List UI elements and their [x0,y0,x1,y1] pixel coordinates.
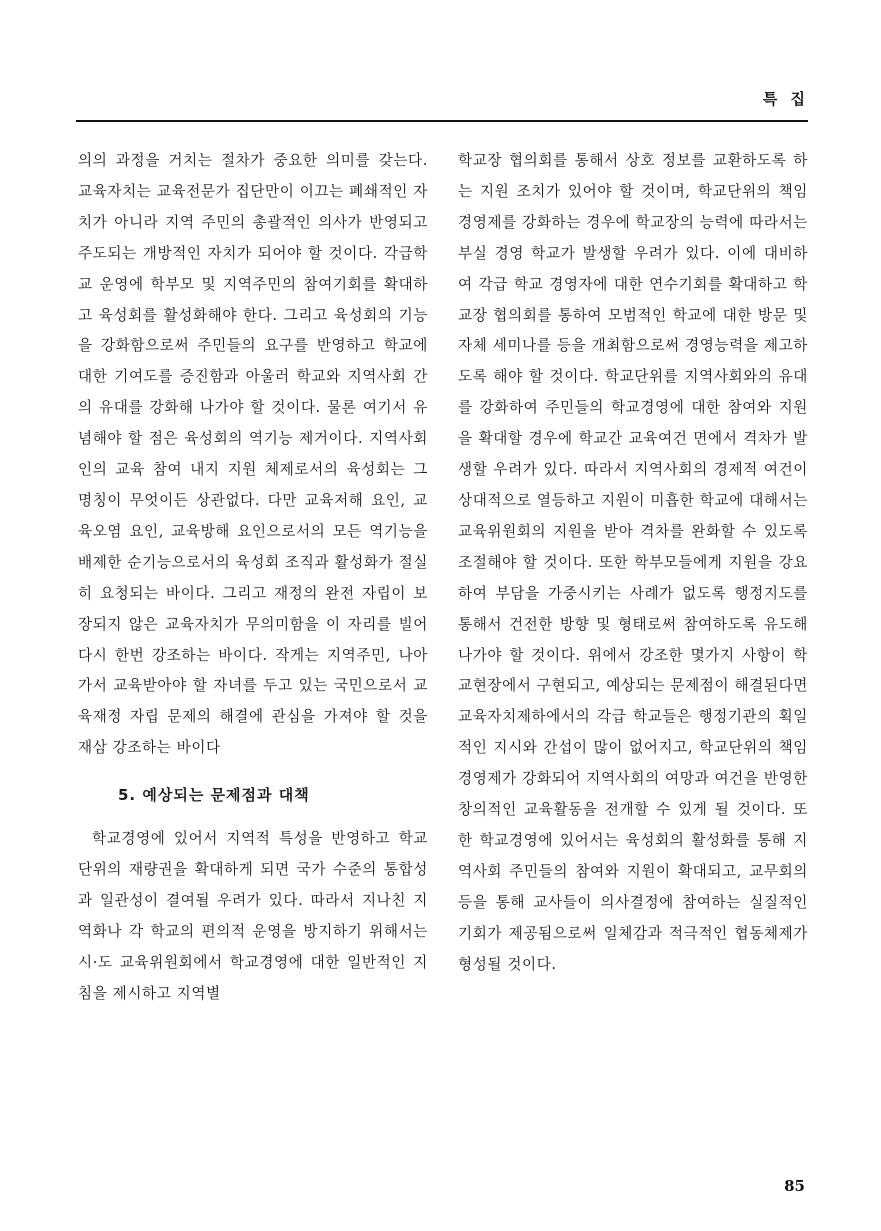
left-paragraph-1: 의의 과정을 거치는 절차가 중요한 의미를 갖는다. 교육자치는 교육전문가 집단만이 이끄는 폐쇄적인 자치가 아니라 지역 주민의 총괄적인 의사가 반영되고 주도되는 개방적인 자치가 되어야 할 것이다. 각급학교 운영에 학부모 및 지역주민의 참여기회를 확대하고 육성회를 활성화해야 한다. 그리고 육성회의 기능을 강화함으로써 주민들의 요구를 반영하고 학교에 대한 기여도를 증진함과 아울러 학교와 지역사회 간의 유대를 강화해 나가야 할 것이다. 물론 여기서 유념해야 할 점은 육성회의 역기능 제거이다. 지역사회인의 교육 참여 내지 지원 체제로서의 육성회는 그 명칭이 무엇이든 상관없다. 다만 교육저해 요인, 교육오염 요인, 교육방해 요인으로서의 모든 역기능을 배제한 순기능으로서의 육성회 조직과 활성화가 절실히 요청되는 바이다. 그리고 재정의 완전 자립이 보장되지 않은 교육자치가 무의미함을 이 자리를 빌어 다시 한번 강조하는 바이다. 작게는 지역주민, 나아가서 교육받아야 할 자녀를 두고 있는 국민으로서 교육재정 자립 문제의 해결에 관심을 가져야 할 것을 재삼 강조하는 바이다 [78,152,428,757]
section-tag: 특 집 [762,90,809,108]
page-number: 85 [784,1177,805,1195]
left-paragraph-2: 학교경영에 있어서 지역적 특성을 반영하고 학교 단위의 재량권을 확대하게 되면 국가 수준의 통합성과 일관성이 결여될 우려가 있다. 따라서 지나친 지역화나 각 학교의 편의적 운영을 방지하기 위해서는 시·도 교육위원회에서 학교경영에 대한 일반적인 지침을 제시하고 지역별 [78,830,428,1002]
right-paragraph-1: 학교장 협의회를 통해서 상호 정보를 교환하도록 하는 지원 조치가 있어야 할 것이며, 학교단위의 책임경영제를 강화하는 경우에 학교장의 능력에 따라서는 부실 경영 학교가 발생할 우려가 있다. 이에 대비하여 각급 학교 경영자에 대한 연수기회를 확대하고 학교장 협의회를 통하여 모범적인 학교에 대한 방문 및 자체 세미나를 등을 개최함으로써 경영능력을 제고하도록 해야 할 것이다. 학교단위를 지역사회와의 유대를 강화하여 주민들의 학교경영에 대한 참여와 지원을 확대할 경우에 학교간 교육여건 면에서 격차가 발생할 우려가 있다. 따라서 지역사회의 경제적 여건이 상대적으로 열등하고 지원이 미흡한 학교에 대해서는 교육위원회의 지원을 받아 격차를 완화할 수 있도록 조절해야 할 것이다. 또한 학부모들에게 지원을 강요하여 부담을 가중시키는 사례가 없도록 행정지도를 통해서 건전한 방향 및 형태로써 참여하도록 유도해 나가야 할 것이다. 위에서 강조한 몇가지 사항이 학교현장에서 구현되고, 예상되는 문제점이 해결된다면 교육자치제하에서의 각급 학교들은 행정기관의 획일적인 지시와 간섭이 많이 없어지고, 학교단위의 책임경영제가 강화되어 지역사회의 여망과 여건을 반영한 창의적인 교육활동을 전개할 수 있게 될 것이다. 또한 학교경영에 있어서는 육성회의 활성화를 통해 지역사회 주민들의 참여와 지원이 확대되고, 교무회의 등을 통해 교사들이 의사결정에 참여하는 실질적인 기회가 제공됨으로써 일체감과 적극적인 협동체제가 형성될 것이다. [458,152,808,973]
left-column [78,146,428,1010]
right-column [458,146,808,980]
section-heading: 5. 예상되는 문제점과 대책 [118,786,310,805]
header-rule [76,120,808,122]
